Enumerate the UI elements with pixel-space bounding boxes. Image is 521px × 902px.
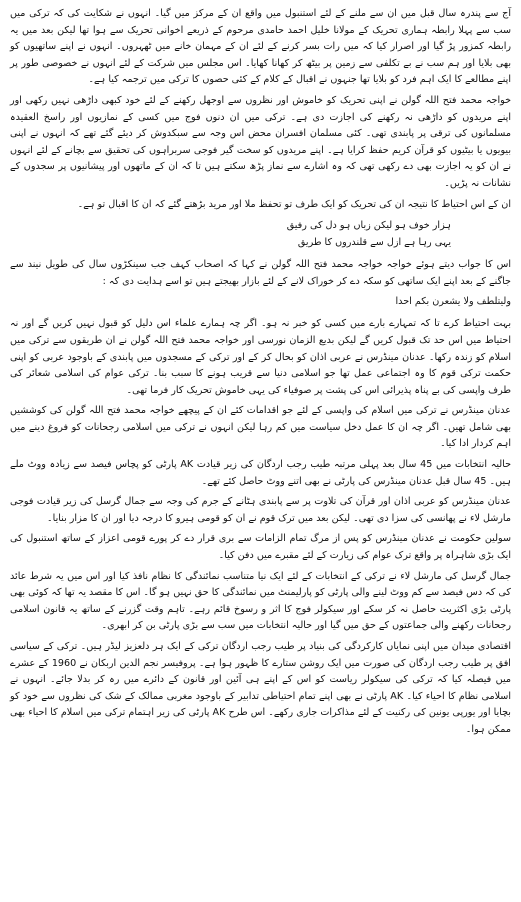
paragraph-beard: خواجہ محمد فتح اللہ گولن نے اپنی تحریک کو خاموش اور نظروں سے اوجھل رکھنے کے لئے خود کبھی داڑھی نہیں رکھی اور اپنے مریدوں کو داڑھی نہ رکھنے کی اجازت دی ہے۔ ترکی میں ان دنوں فوج میں کسی کے نمازیوں اور راسخ العقیدہ مسلمانوں کی ترقی پر پابندی تھی۔ کئی مسلمان افسران محض اس وجہ سے سبکدوش کر دیئے گئے تھے کہ انہوں نے اپنی بیویوں یا بیٹیوں کو قرآن کریم حفظ کرایا ہے۔ اپنے مریدوں کو سخت گیر فوجی سربراہوں کی تحقیق سے بچانے کے لئے انہوں نے ان کو یہ اجازت بھی دے رکھی تھی کہ وہ اشارے سے نماز پڑھ سکتے ہیں تا کہ ان کے ماتھوں اور پیشانیوں پر سجدوں کے نشانات نہ پڑیں۔ bbox=[10, 94, 511, 189]
paragraph-kahf: اس کا جواب دیتے ہوئے خواجہ خواجہ محمد فتح اللہ گولن نے کہا کہ اصحاب کہف جب سینکڑوں سال کی طویل نیند سے جاگنے کے بعد اپنے ایک ساتھی کو سکہ دے کر خوراک لانے کے لئے بازار بھیجتے ہیں تو اسے ہدایت دی کہ : bbox=[10, 259, 511, 287]
quranic-verse: ولیتلطف ولا یشعرن بکم احدا bbox=[395, 296, 511, 308]
poem-couplet bbox=[70, 217, 451, 251]
poem-line bbox=[70, 234, 451, 251]
paragraph-visit: آج سے پندرہ سال قبل میں ان سے ملنے کے لئے استنبول میں واقع ان کے مرکز میں گیا۔ انہوں نے شکایت کی کہ ترکی میں سب سے پہلا رابطہ ہماری تحریک کے مولانا خلیل احمد حامدی مرحوم کے ذریعے اخوانی تحریک سے ہوا تھا لیکن بعد میں یہ رابطہ کمزور پڑ گیا اور اصرار کیا کہ میں رات بسر کرنے کے لئے ان کے مہمان خانے میں ٹھہروں۔ انہوں نے اپنے ساتھیوں کو بھی بلایا اور ہم سب نے بے تکلفی سے زمین پر بیٹھ کر کھانا کھایا۔ اس مجلس میں شرکت کے لئے انہوں نے خصوصی طور پر اپنے مطالعے کا ایک اہم فرد کو بلایا تھا جنہوں نے اقبال کے کلام کے کئی حصوں کا ترکی میں ترجمہ کیا ہے۔ bbox=[10, 8, 511, 86]
paragraph-erdogan: اقتصادی میدان میں اپنی نمایاں کارکردگی کی بنیاد پر طیب رجب اردگان ترکی کے ایک ہر دلعزیز لیڈر ہیں۔ ترکی کے سیاسی افق پر طیب رجب اردگان کی صورت میں ایک روشن ستارے کا ظہور ہوا ہے۔ پروفیسر نجم الدین اربکان نے 1960 کے عشرے میں فیصلہ کیا کہ ترکی کی سیکولر ریاست کو اس کے اپنے ہی آئین اور قانون کے دائرے میں رہ کر بدلا جائے۔ انہوں نے اسلامی نظام کا احیاء کیا۔ AK پارٹی نے بھی اپنے تمام احتیاطی تدابیر کے باوجود مغربی ممالک کے شک کی نظروں سے خود کو بچایا اور یورپی یونین کی رکنیت کے لئے مذاکرات جاری رکھے۔ اس طرح AK پارٹی کی زیر اہتمام ترکی میں اسلام کا احیاء بھی ممکن ہوا۔ bbox=[10, 641, 512, 735]
paragraph-menderes: عدنان مینڈرس نے ترکی میں اسلام کی واپسی کے لئے جو اقدامات کئے ان کے پیچھے خواجہ محمد فتح اللہ گولن کی کوششیں بھی شامل تھیں۔ اگر چہ ان کا عمل دخل سیاست میں کم رہا لیکن انہوں نے ترکی میں اسلامی رجحانات کو فروغ دینے میں اہم کردار ادا کیا۔ bbox=[10, 405, 511, 450]
paragraph-gursel: جمال گرسل کی مارشل لاء نے ترکی کے انتخابات کے لئے ایک نیا متناسب نمائندگی کا نظام نافذ کیا اور اس میں یہ شرط عائد کی کہ دس فیصد سے کم ووٹ لینے والی پارٹی کو پارلیمنٹ میں نمائندگی کا حق نہیں ہو گا۔ اس کا مقصد یہ تھا کہ کوئی بھی پارٹی بڑی اکثریت حاصل نہ کر سکے اور سیکولر فوج کا اثر و رسوخ قائم رہے۔ تاہم وقت گزرنے کے ساتھ یہ قانون اسلامی رجحانات رکھنے والی جماعتوں کے حق میں گیا اور حالیہ انتخابات میں سب سے بڑی پارٹی بن کر ابھری۔ bbox=[10, 570, 511, 632]
poem-line-text: یہی رہا ہے ازل سے قلندروں کا طریق bbox=[297, 237, 451, 249]
paragraph-elections: حالیہ انتخابات میں 45 سال بعد پہلی مرتبہ طیب رجب اردگان کی زیر قیادت AK پارٹی کو پچاس فیصد سے زیادہ ووٹ ملے ہیں۔ 45 سال قبل عدنان مینڈرس کی پارٹی نے بھی اتنے ووٹ حاصل کئے تھے۔ bbox=[10, 459, 511, 487]
poem-line bbox=[70, 217, 451, 234]
paragraph-caution: ان کے اس احتیاط کا نتیجہ ان کی تحریک کو ایک طرف تو تحفظ ملا اور مرید بڑھتے گئے کہ ان کا اقبال تو ہے۔ bbox=[77, 198, 511, 210]
paragraph-mausoleum: سولین حکومت نے عدنان مینڈرس کو پس از مرگ تمام الزامات سے بری قرار دے کر پورے قومی اعزاز کے ساتھ استنبول کی ایک بڑی شاہراہ پر واقع ترک عوام کی زیارت کے لئے مقبرے میں دفن کیا۔ bbox=[10, 533, 511, 562]
paragraph-execution: عدنان مینڈرس کو عربی اذان اور قرآن کی تلاوت پر سے پابندی ہٹانے کے جرم کی وجہ سے جمال گرسل کی زیر قیادت فوجی مارشل لاء نے پھانسی کی سزا دی تھی۔ لیکن بعد میں ترک قوم نے ان کو قومی ہیرو کا درجہ دیا اور ان کا مزار بنایا۔ bbox=[10, 496, 511, 524]
poem-line-text: ہزار خوف ہو لیکن زباں ہو دل کی رفیق bbox=[286, 220, 451, 232]
paragraph-nursi: بہت احتیاط کرے تا کہ تمہارے بارے میں کسی کو خبر نہ ہو۔ اگر چہ ہمارے علماء اس دلیل کو قبول نہیں کریں گے اور نہ احتیاط میں اس حد تک قبول کریں گے لیکن بدیع الزمان نورسی اور خواجہ محمد فتح اللہ گولن نے ان طریقوں سے ترکی میں اسلام کو زندہ رکھا۔ عدنان مینڈرس نے عربی اذان کو بحال کر کے اور ترکی کے مسجدوں میں پابندی کے باوجود عربی کو اپنی حکمت ترکی قوم کا وہ اجتماعی عمل تھا جو اسلامی دنیا سے قریب ہونے کا سبب بنا۔ ترکی عوام کی اسلامی شعائر کی طرف واپسی کی بے پناہ پذیرائی اس کی پشت پر صوفیاء کی یہی خاموش تحریک کار فرما تھی۔ bbox=[10, 318, 511, 396]
